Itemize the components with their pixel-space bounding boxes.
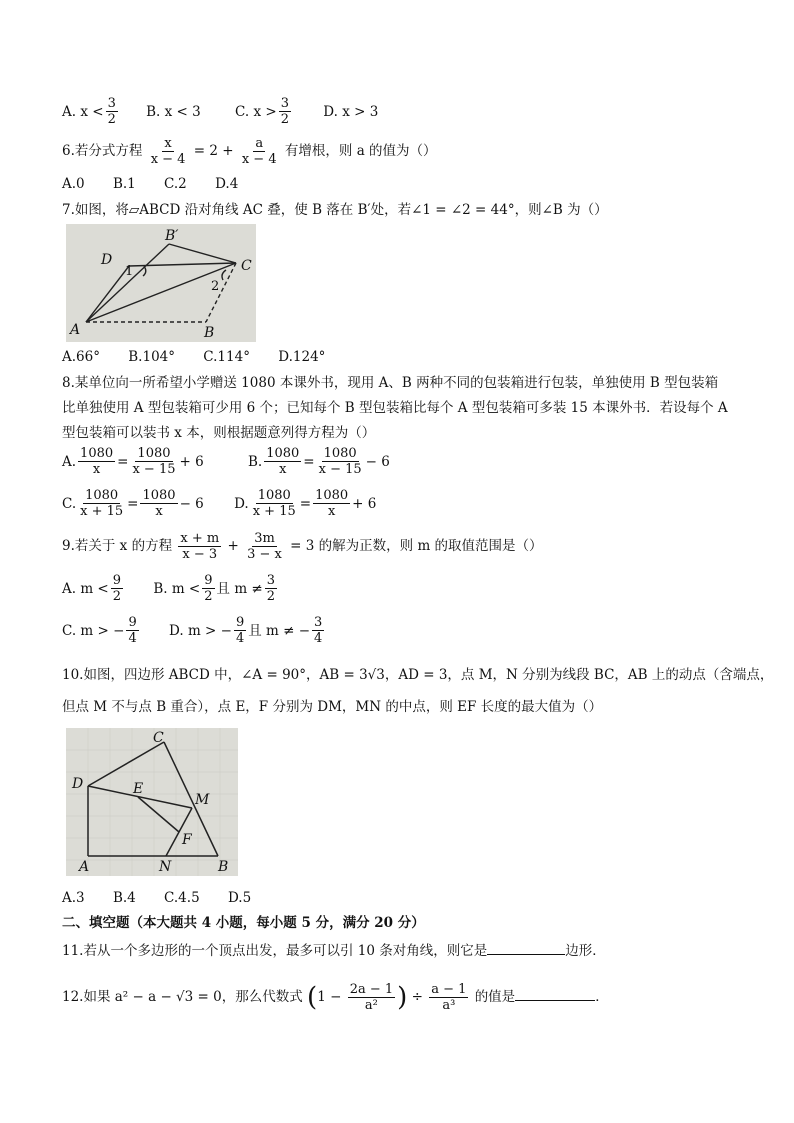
q8-line-3: 型包装箱可以装书 x 本，则根据题意列得方程为（）	[62, 425, 376, 441]
q6-option-d: D.4	[215, 176, 239, 192]
label-a: A	[79, 859, 90, 875]
label-c: C	[153, 730, 164, 746]
q8-options-row-2	[62, 488, 376, 519]
label-b: B	[204, 325, 215, 341]
q10-option-d: D.5	[227, 890, 252, 906]
q5-option-d: D. x > 3	[323, 103, 379, 120]
q10-options	[62, 889, 251, 907]
label-m: M	[195, 792, 210, 808]
q7-option-d: D.124°	[278, 349, 326, 365]
q5-option-c: C. x > $\frac{3}{2}$	[235, 96, 289, 127]
quadrilateral-figure	[66, 728, 238, 876]
label-b: B	[218, 859, 229, 875]
q10-figure	[66, 728, 238, 876]
label-b-prime: B′	[165, 228, 179, 244]
label-angle-2: 2	[211, 279, 220, 294]
fraction: $\frac{a}{x - 4}$	[241, 136, 277, 167]
q6-option-c: C.2	[164, 176, 187, 192]
label-angle-1: 1	[125, 264, 134, 279]
answer-blank[interactable]	[515, 986, 595, 1001]
q9-option-c: C. m > − $\frac{9}{4}$	[62, 615, 137, 646]
q10-option-c: C.4.5	[164, 890, 200, 906]
q6-prefix: 6.若分式方程	[62, 143, 143, 159]
q8-line-2: 比单独使用 A 型包装箱可少用 6 个；已知每个 B 型包装箱比每个 A 型包装箱可多装 15 本课外书．若设每个 A	[62, 400, 728, 416]
q8-line-1: 8.某单位向一所希望小学赠送 1080 本课外书，现用 A、B 两种不同的包装箱进行包装，单独使用 B 型包装箱	[62, 375, 719, 391]
section-title: 二、填空题（本大题共 4 小题，每小题 5 分，满分 20 分）	[62, 915, 425, 931]
q7-option-b: B.104°	[128, 349, 175, 365]
q7-option-a: A.66°	[62, 349, 100, 365]
q10-line-2: 但点 M 不与点 B 重合），点 E，F 分别为 DM，MN 的中点，则 EF 长度的最大值为（）	[62, 699, 603, 715]
q9-options-row-2	[62, 615, 326, 646]
q8-options-row-1	[62, 446, 390, 477]
q10-option-b: B.4	[112, 890, 136, 906]
q6-option-b: B.1	[112, 176, 136, 192]
q10-option-a: A.3	[62, 890, 85, 906]
q7-options	[62, 348, 325, 366]
q6-stem: 6.若分式方程 $\frac{x}{x - 4}$ = 2 + $\frac{a}{x - 4}$ 有增根，则 a 的值为（）	[62, 136, 437, 167]
q8-option-d: D. $\frac{1080}{x + 15}$ = $\frac{1080}{x}$ + 6	[234, 488, 377, 519]
q10-line-1: 10.如图，四边形 ABCD 中，∠A = 90°，AB = 3√3，AD = 3，点 M，N 分别为线段 BC，AB 上的动点（含端点，	[62, 667, 774, 683]
label-c: C	[241, 258, 252, 274]
q5-options	[62, 96, 378, 127]
q6-options	[62, 175, 238, 193]
q9-options-row-1	[62, 573, 279, 604]
q7-option-c: C.114°	[203, 349, 250, 365]
q11-stem: 11.若从一个多边形的一个顶点出发，最多可以引 10 条对角线，则它是 边形．	[62, 940, 606, 960]
label-d: D	[101, 252, 113, 268]
q8-option-b: B. $\frac{1080}{x}$ = $\frac{1080}{x - 15}$ − 6	[247, 446, 390, 477]
parallelogram-figure	[66, 224, 256, 342]
q12-stem: 12.如果 a² − a − √3 = 0，那么代数式 (1 − $\frac{2a - 1}{\text{a²}}$ ) ÷ $\frac{a - 1}{\text{a³}}$ 的值是 ．	[62, 982, 609, 1013]
q5-option-b: B. x < 3	[146, 103, 201, 120]
label-f: F	[182, 832, 192, 848]
q7-figure	[66, 224, 256, 342]
label-d: D	[72, 776, 84, 792]
q9-option-a: A. m < $\frac{9}{2}$	[62, 573, 122, 604]
label-a: A	[70, 322, 81, 338]
label-e: E	[133, 781, 144, 797]
q8-option-c: C. $\frac{1080}{x + 15}$ = $\frac{1080}{x}$ − 6	[62, 488, 204, 519]
q9-stem: 9.若关于 x 的方程 $\frac{x + m}{x - 3}$ + $\frac{3m}{3 - x}$ = 3 的解为正数，则 m 的取值范围是（）	[62, 531, 543, 562]
q9-option-d: D. m > − $\frac{9}{4}$ 且 m ≠ − $\frac{3}{4}$	[169, 615, 323, 646]
answer-blank[interactable]	[487, 940, 565, 955]
q6-option-a: A.0	[62, 176, 85, 192]
fraction: $\frac{3}{2}$	[107, 96, 116, 127]
q7-stem: 7.如图，将▱ABCD 沿对角线 AC 叠，使 B 落在 B′处，若∠1 = ∠2 = 44°，则∠B 为（）	[62, 202, 608, 218]
q8-option-a: A. $\frac{1080}{x}$ = $\frac{1080}{x - 15}$ + 6	[62, 446, 204, 477]
q5-option-a: A. x < $\frac{3}{2}$	[62, 96, 116, 127]
label-n: N	[159, 859, 172, 875]
fraction: $\frac{3}{2}$	[280, 96, 289, 127]
q9-option-b: B. m < $\frac{9}{2}$ 且 m ≠ $\frac{3}{2}$	[153, 573, 276, 604]
fraction: $\frac{x}{x - 4}$	[150, 136, 186, 167]
